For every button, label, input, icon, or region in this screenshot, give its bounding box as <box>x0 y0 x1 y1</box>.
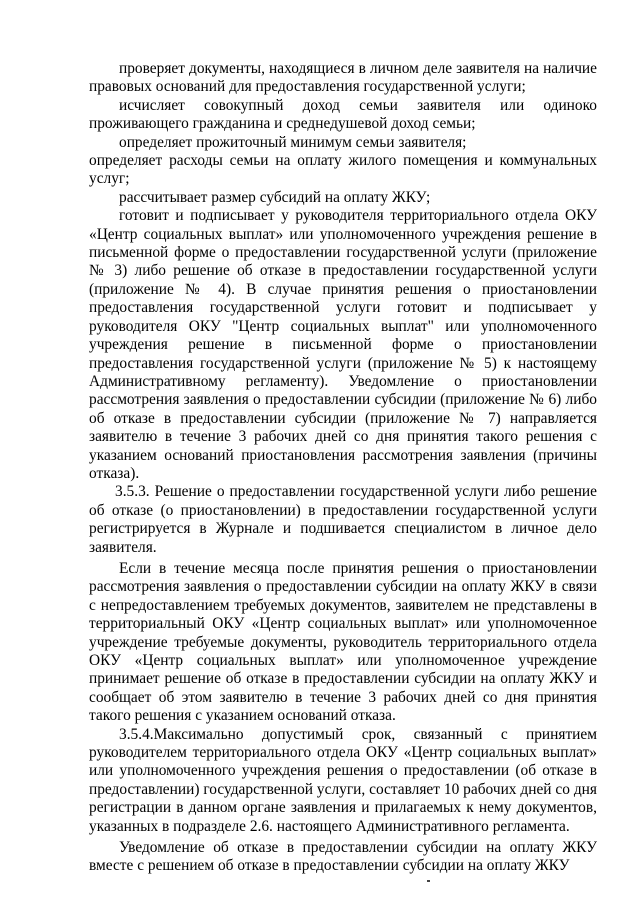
paragraph-section-3-5-3: 3.5.3. Решение о предоставлении государственной услуги либо решение об отказе (о приостановлении) в предоставлении государственной услуги регистрируется в Журнале и подшивается специалистом в личное дело заявителя. <box>89 483 597 556</box>
paragraph-checks-documents: проверяет документы, находящиеся в личном деле заявителя на наличие правовых оснований для предоставления государственной услуги; <box>89 60 597 96</box>
document-body <box>89 60 597 876</box>
paragraph-calculates-income: исчисляет совокупный доход семьи заявителя или одиноко проживающего гражданина и среднедушевой доход семьи; <box>89 96 597 133</box>
scan-speck <box>427 880 430 882</box>
paragraph-refusal-notice: Уведомление об отказе в предоставлении субсидии на оплату ЖКУ вместе с решением об отказе в предоставлении субсидии на оплату ЖКУ <box>89 839 597 875</box>
paragraph-subsistence-minimum: определяет прожиточный минимум семьи заявителя; <box>119 133 467 151</box>
paragraph-section-3-5-4: 3.5.4.Максимально допустимый срок, связанный с принятием руководителем территориального отдела ОКУ «Центр социальных выплат» или уполномоченного учреждения решения о предоставлении (об отказе в предоставлении) государственной услуги, составляет 10 рабочих дней со дня регистрации в данном органе заявления и прилагаемых к нему документов, указанных в подразделе 2.6. настоящего Административного регламента. <box>89 725 597 835</box>
paragraph-subsidy-amount: рассчитывает размер субсидий на оплату ЖКУ; <box>119 188 431 206</box>
paragraph-housing-expenses: определяет расходы семьи на оплату жилого помещения и коммунальных услуг; <box>89 152 597 188</box>
paragraph-refusal-after-month: Если в течение месяца после принятия решения о приостановлении рассмотрения заявления о предоставлении субсидии на оплату ЖКУ в связи с непредоставлением требуемых документов, заявителем не представлены в территориальный ОКУ «Центр социальных выплат» или уполномоченное учреждение требуемые документы, руководитель территориального отдела ОКУ «Центр социальных выплат» или уполномоченное учреждение принимает решение об отказе в предоставлении субсидии на оплату ЖКУ и сообщает об этом заявителю в течение 3 рабочих дней со дня принятия такого решения с указанием оснований отказа. <box>89 559 597 725</box>
paragraph-prepares-decision: готовит и подписывает у руководителя территориального отдела ОКУ «Центр социальных выплат» или уполномоченного учреждения решение в письменной форме о предоставлении государственной услуги (приложение № 3) либо решение об отказе в предоставлении государственной услуги (приложение № 4). В случае принятия решения о приостановлении предоставления государственной услуги готовит и подписывает у руководителя ОКУ "Центр социальных выплат" или уполномоченного учреждения решение в письменной форме о приостановлении предоставления государственной услуги (приложение № 5) к настоящему Административному регламенту). Уведомление о приостановлении рассмотрения заявления о предоставлении субсидии (приложение № 6) либо об отказе в предоставлении субсидии (приложение № 7) направляется заявителю в течение 3 рабочих дней со дня принятия такого решения с указанием оснований приостановления рассмотрения заявления (причины отказа). <box>89 207 597 482</box>
